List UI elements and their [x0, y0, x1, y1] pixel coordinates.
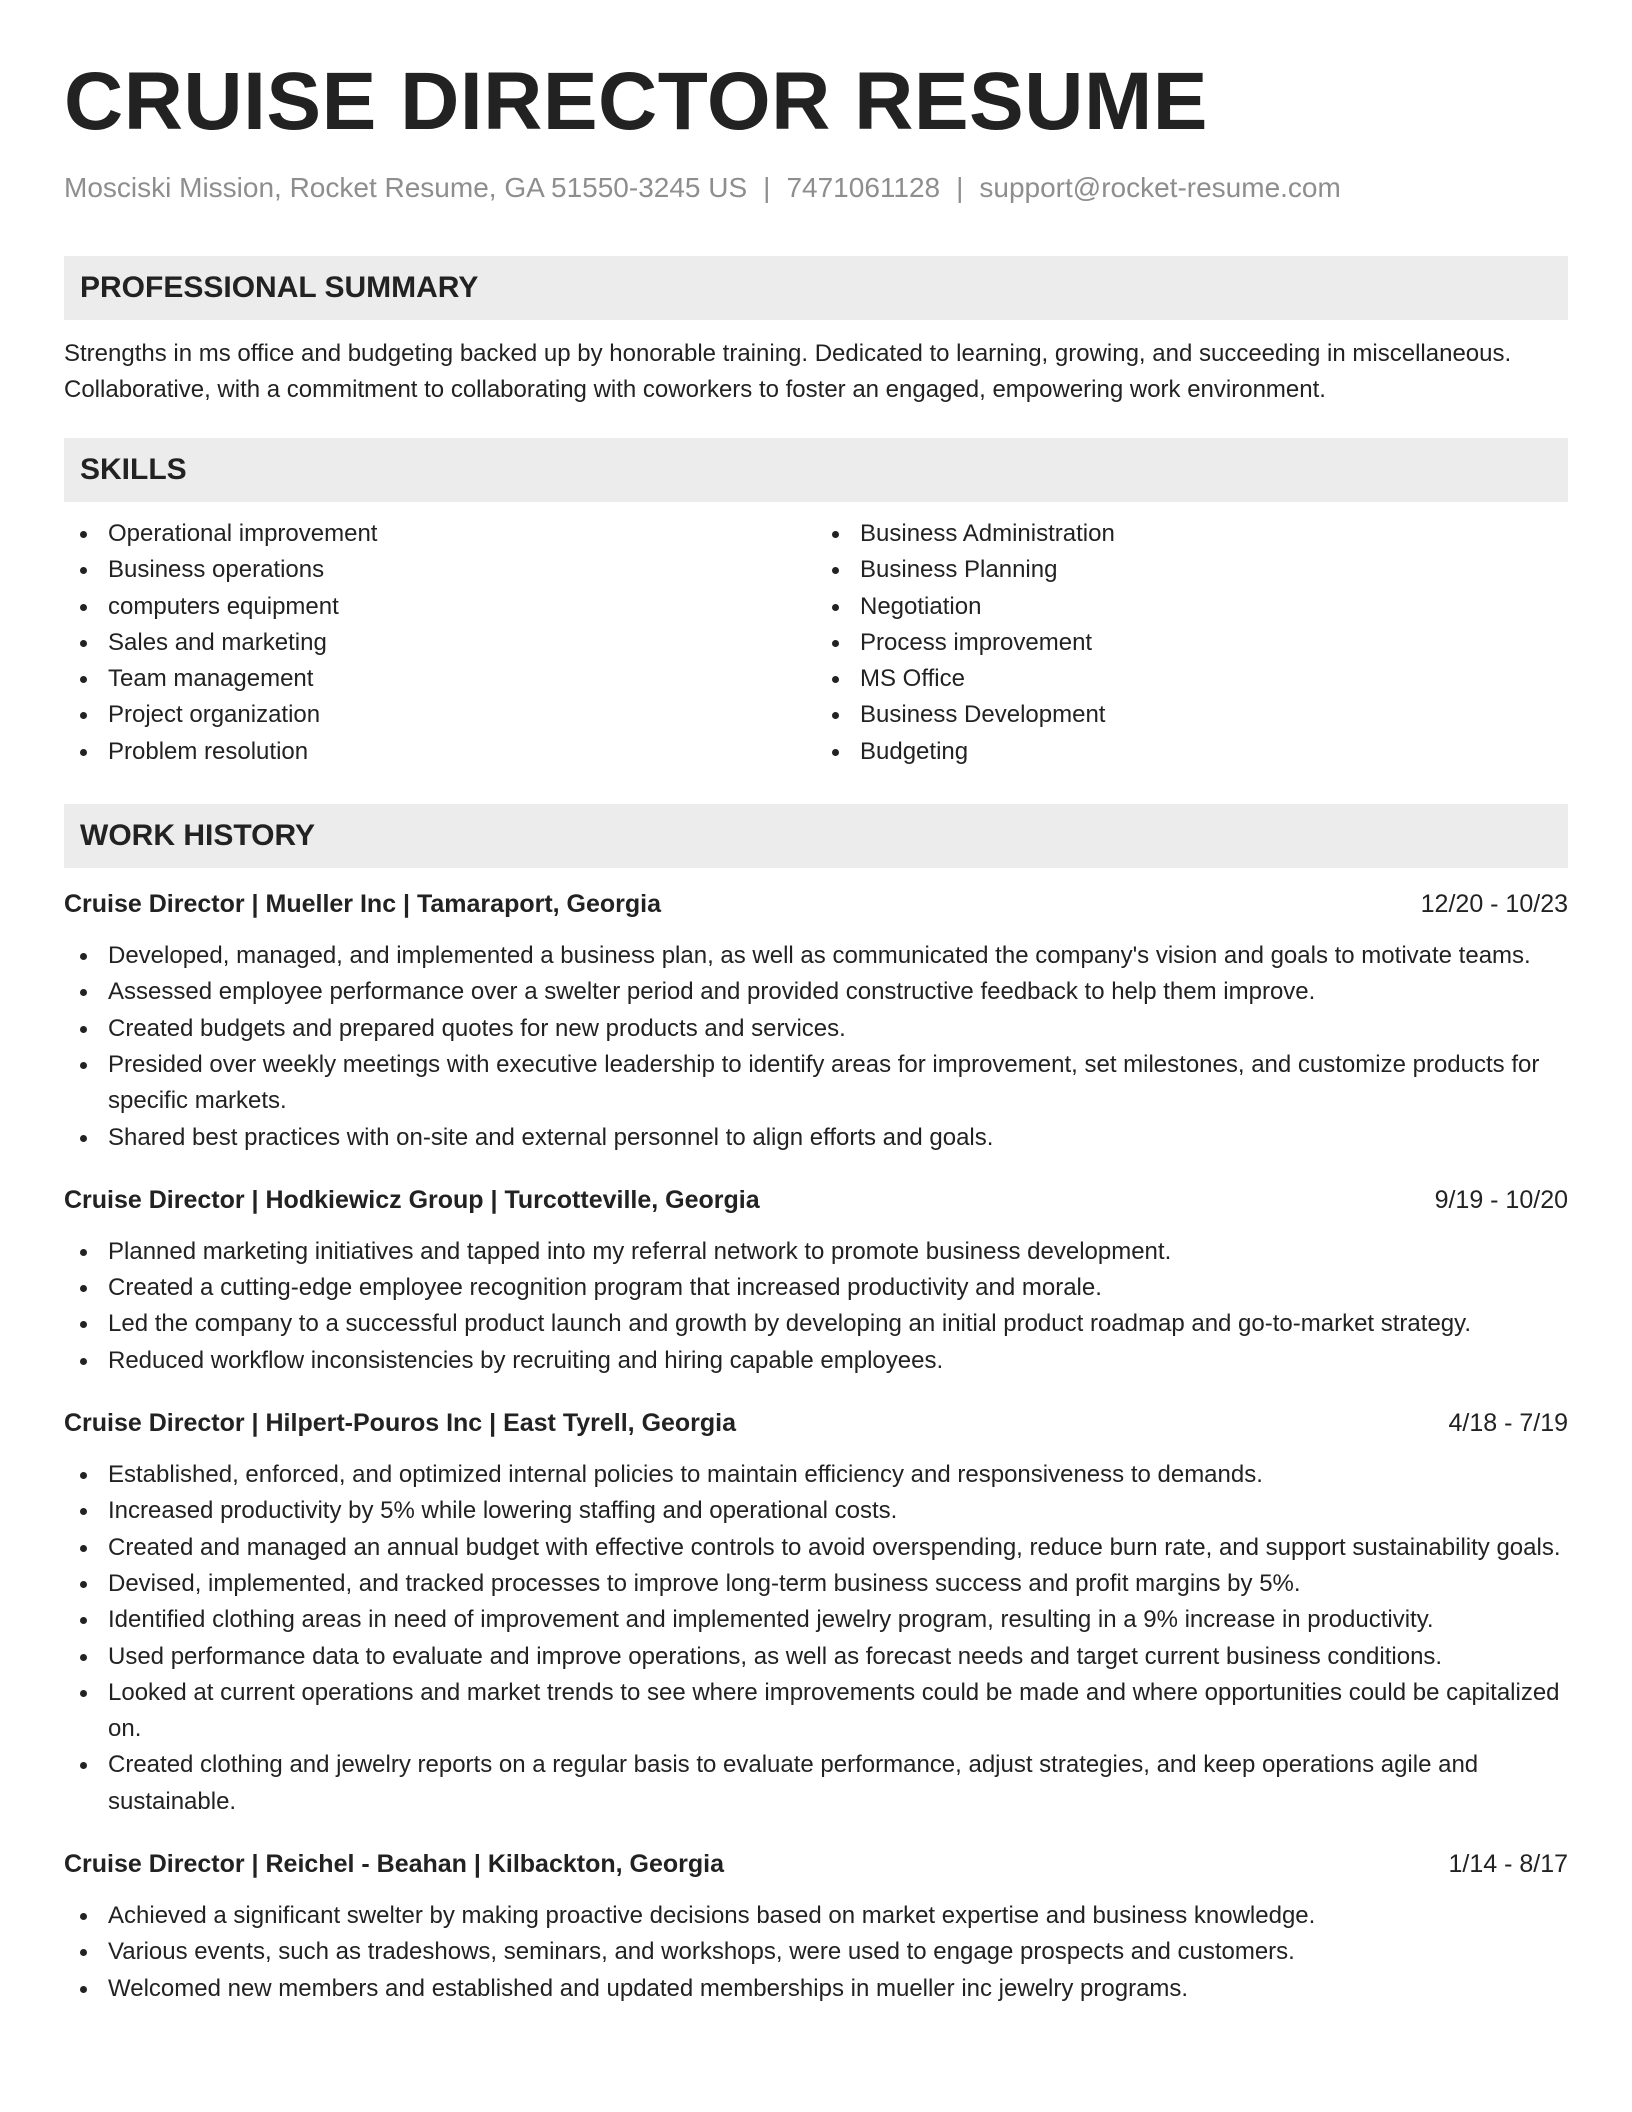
- job-bullets: [64, 1457, 1568, 1820]
- job-header: [64, 1846, 1568, 1882]
- job-bullet: Shared best practices with on-site and external personnel to align efforts and goals.: [64, 1120, 1568, 1156]
- work-history-heading: WORK HISTORY: [64, 804, 1568, 868]
- skill-item: Business Development: [816, 697, 1568, 733]
- skill-item: Business operations: [64, 552, 816, 588]
- summary-text: Strengths in ms office and budgeting backed up by honorable training. Dedicated to learning, growing, and succeeding in miscellaneous. Collaborative, with a commitment to collaborating with coworkers to foster an engaged, empowering work environment.: [64, 340, 1512, 403]
- job-header: [64, 1405, 1568, 1441]
- job-title: Cruise Director | Hodkiewicz Group | Turcotteville, Georgia: [64, 1185, 760, 1214]
- contact-phone: 7471061128: [786, 172, 941, 203]
- skill-item: Project organization: [64, 697, 816, 733]
- skill-item: Budgeting: [816, 734, 1568, 770]
- skill-item: MS Office: [816, 661, 1568, 697]
- skill-item: Business Administration: [816, 516, 1568, 552]
- skill-item: Sales and marketing: [64, 625, 816, 661]
- contact-line: [64, 170, 1568, 206]
- resume-title: CRUISE DIRECTOR RESUME: [64, 56, 1208, 147]
- job-dates: 1/14 - 8/17: [1448, 1850, 1568, 1879]
- job-bullet: Assessed employee performance over a swelter period and provided constructive feedback to help them improve.: [64, 974, 1568, 1010]
- skill-item: Problem resolution: [64, 734, 816, 770]
- job-bullets: [64, 1898, 1568, 2007]
- job-bullet: Presided over weekly meetings with executive leadership to identify areas for improvement, set milestones, and customize products for specific markets.: [64, 1047, 1568, 1120]
- skills-list: [64, 516, 1568, 770]
- job-bullet: Developed, managed, and implemented a business plan, as well as communicated the company's vision and goals to motivate teams.: [64, 938, 1568, 974]
- skill-item: Business Planning: [816, 552, 1568, 588]
- skill-item: computers equipment: [64, 589, 816, 625]
- contact-separator: |: [956, 172, 964, 203]
- skills-column-right: [816, 516, 1568, 770]
- job-title: Cruise Director | Mueller Inc | Tamaraport, Georgia: [64, 890, 662, 919]
- job-bullet: Led the company to a successful product launch and growth by developing an initial product roadmap and go-to-market strategy.: [64, 1306, 1568, 1342]
- job-dates: 4/18 - 7/19: [1448, 1409, 1568, 1438]
- job-entry: [64, 1182, 1568, 1379]
- job-bullet: Created a cutting-edge employee recognition program that increased productivity and morale.: [64, 1270, 1568, 1306]
- job-bullet: Looked at current operations and market trends to see where improvements could be made and where opportunities could be capitalized on.: [64, 1675, 1568, 1748]
- job-bullet: Devised, implemented, and tracked processes to improve long-term business success and profit margins by 5%.: [64, 1566, 1568, 1602]
- skill-item: Process improvement: [816, 625, 1568, 661]
- contact-email: support@rocket-resume.com: [979, 172, 1341, 203]
- contact-separator: |: [763, 172, 771, 203]
- job-bullets: [64, 938, 1568, 1156]
- job-entry: [64, 1405, 1568, 1820]
- job-bullet: Welcomed new members and established and updated memberships in mueller inc jewelry programs.: [64, 1971, 1568, 2007]
- job-bullets: [64, 1234, 1568, 1379]
- job-dates: 9/19 - 10/20: [1434, 1185, 1568, 1214]
- skills-column-left: [64, 516, 816, 770]
- summary-heading: PROFESSIONAL SUMMARY: [64, 256, 1568, 320]
- contact-address: Mosciski Mission, Rocket Resume, GA 51550-3245 US: [64, 172, 748, 203]
- job-bullet: Established, enforced, and optimized internal policies to maintain efficiency and responsiveness to demands.: [64, 1457, 1568, 1493]
- skill-item: Operational improvement: [64, 516, 816, 552]
- job-dates: 12/20 - 10/23: [1420, 890, 1568, 919]
- job-bullet: Identified clothing areas in need of improvement and implemented jewelry program, resulting in a 9% increase in productivity.: [64, 1602, 1568, 1638]
- skill-item: Negotiation: [816, 589, 1568, 625]
- job-bullet: Increased productivity by 5% while lowering staffing and operational costs.: [64, 1493, 1568, 1529]
- job-header: [64, 886, 1568, 922]
- job-bullet: Reduced workflow inconsistencies by recruiting and hiring capable employees.: [64, 1343, 1568, 1379]
- job-title: Cruise Director | Hilpert-Pouros Inc | East Tyrell, Georgia: [64, 1409, 737, 1438]
- job-title: Cruise Director | Reichel - Beahan | Kilbackton, Georgia: [64, 1850, 724, 1879]
- job-entry: [64, 886, 1568, 1156]
- job-bullet: Created clothing and jewelry reports on a regular basis to evaluate performance, adjust strategies, and keep operations agile and sustainable.: [64, 1747, 1568, 1820]
- skills-heading: SKILLS: [64, 438, 1568, 502]
- job-bullet: Various events, such as tradeshows, seminars, and workshops, were used to engage prospects and customers.: [64, 1934, 1568, 1970]
- job-bullet: Created and managed an annual budget with effective controls to avoid overspending, reduce burn rate, and support sustainability goals.: [64, 1530, 1568, 1566]
- skill-item: Team management: [64, 661, 816, 697]
- job-bullet: Planned marketing initiatives and tapped into my referral network to promote business development.: [64, 1234, 1568, 1270]
- job-bullet: Achieved a significant swelter by making proactive decisions based on market expertise and business knowledge.: [64, 1898, 1568, 1934]
- job-entry: [64, 1846, 1568, 2007]
- job-bullet: Used performance data to evaluate and improve operations, as well as forecast needs and target current business conditions.: [64, 1639, 1568, 1675]
- job-bullet: Created budgets and prepared quotes for new products and services.: [64, 1011, 1568, 1047]
- job-header: [64, 1182, 1568, 1218]
